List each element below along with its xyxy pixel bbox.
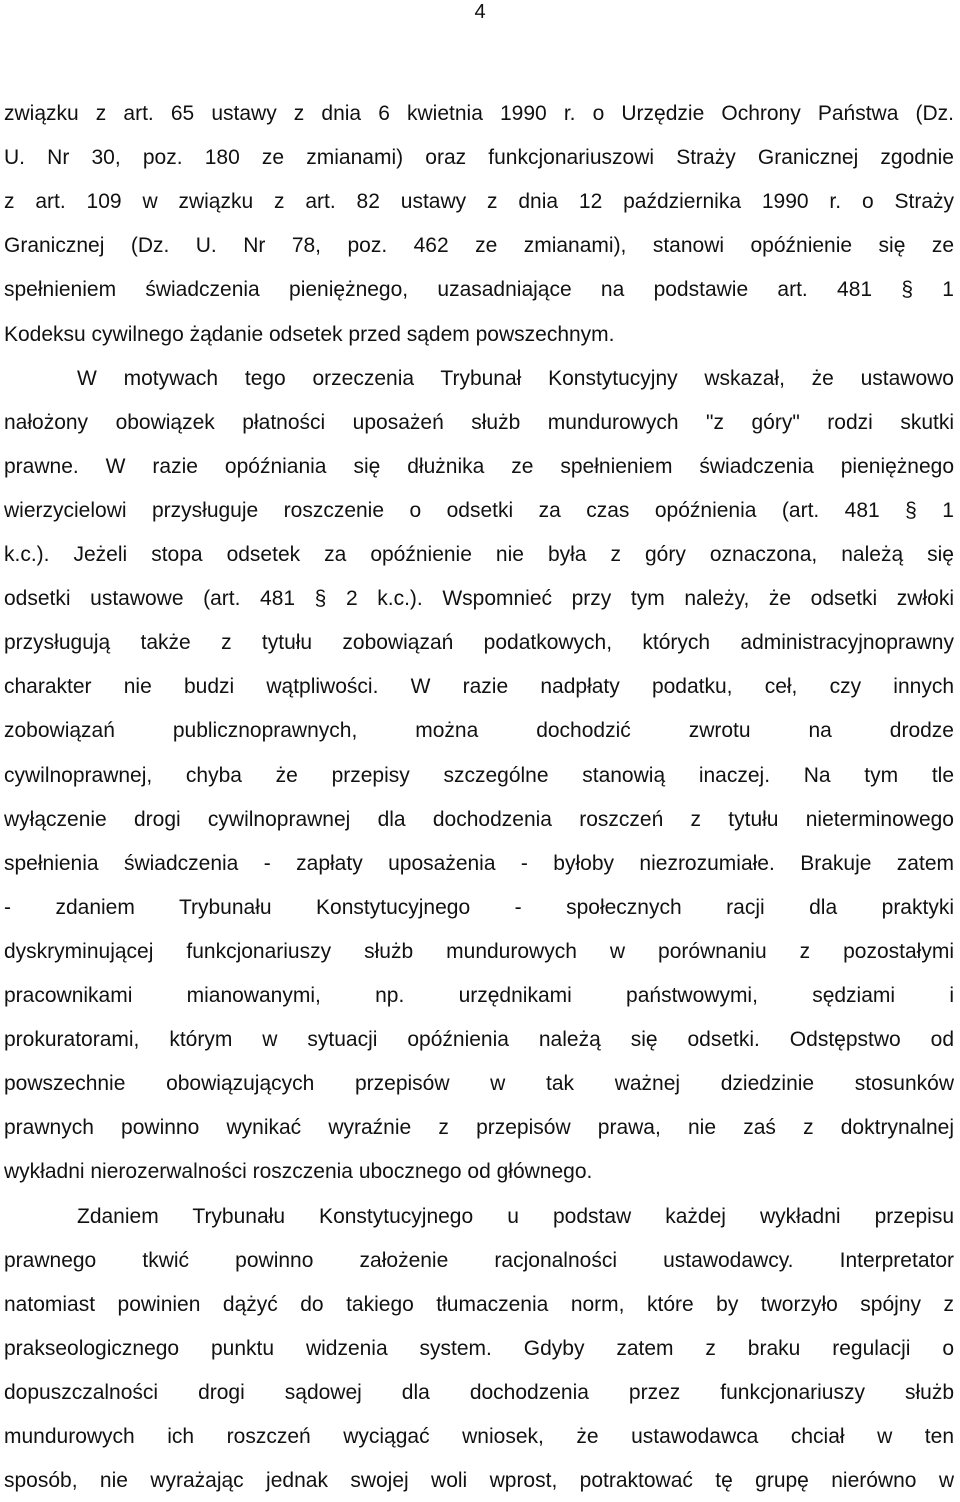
text-line: spełnieniem świadczenia pieniężnego, uzasadniające na podstawie art. 481 § 1	[4, 278, 954, 302]
text-line: prakseologicznego punktu widzenia system. Gdyby zatem z braku regulacji o	[4, 1336, 954, 1360]
text-line: mundurowych ich roszczeń wyciągać wniosek, że ustawodawca chciał w ten	[4, 1425, 954, 1448]
text-line: dopuszczalności drogi sądowej dla dochodzenia przez funkcjonariuszy służb	[4, 1380, 954, 1404]
text-line: z art. 109 w związku z art. 82 ustawy z dnia 12 października 1990 r. o Straży	[4, 190, 954, 214]
text-line: spełnienia świadczenia - zapłaty uposażenia - byłoby niezrozumiałe. Brakuje zatem	[4, 851, 954, 875]
text-line: Zdaniem Trybunału Konstytucyjnego u podstaw każdej wykładni przepisu	[77, 1204, 954, 1228]
text-line: związku z art. 65 ustawy z dnia 6 kwietnia 1990 r. o Urzędzie Ochrony Państwa (Dz.	[4, 102, 954, 125]
text-line: natomiast powinien dążyć do takiego tłumaczenia norm, które by tworzyło spójny z	[4, 1292, 954, 1316]
text-line: dyskryminującej funkcjonariuszy służb mundurowych w porównaniu z pozostałymi	[4, 939, 954, 963]
page-number: 4	[474, 1, 486, 23]
text-line: odsetki ustawowe (art. 481 § 2 k.c.). Wspomnieć przy tym należy, że odsetki zwłoki	[4, 587, 954, 611]
text-line: prokuratorami, którym w sytuacji opóźnienia należą się odsetki. Odstępstwo od	[4, 1028, 954, 1052]
text-line: Kodeksu cywilnego żądanie odsetek przed sądem powszechnym.	[4, 322, 615, 346]
text-line: przysługują także z tytułu zobowiązań podatkowych, których administracyjnoprawny	[4, 631, 954, 655]
text-line: wierzycielowi przysługuje roszczenie o odsetki za czas opóźnienia (art. 481 § 1	[4, 498, 954, 522]
text-line: U. Nr 30, poz. 180 ze zmianami) oraz funkcjonariuszowi Straży Granicznej zgodnie	[4, 146, 954, 170]
text-line: W motywach tego orzeczenia Trybunał Konstytucyjny wskazał, że ustawowo	[77, 366, 954, 390]
text-line: k.c.). Jeżeli stopa odsetek za opóźnienie nie była z góry oznaczona, należą się	[4, 543, 954, 566]
text-line: Granicznej (Dz. U. Nr 78, poz. 462 ze zmianami), stanowi opóźnienie się ze	[4, 234, 954, 258]
text-line: prawne. W razie opóźniania się dłużnika ze spełnieniem świadczenia pieniężnego	[4, 454, 954, 478]
text-line: cywilnoprawnej, chyba że przepisy szczególne stanowią inaczej. Na tym tle	[4, 763, 954, 787]
text-line: sposób, nie wyrażając jednak swojej woli wprost, potraktować tę grupę nierówno w	[4, 1469, 954, 1493]
text-line: wyłączenie drogi cywilnoprawnej dla dochodzenia roszczeń z tytułu nieterminowego	[4, 807, 954, 831]
text-line: powszechnie obowiązujących przepisów w tak ważnej dziedzinie stosunków	[4, 1072, 954, 1096]
text-line: zobowiązań publicznoprawnych, można dochodzić zwrotu na drodze	[4, 719, 954, 743]
text-line: pracownikami mianowanymi, np. urzędnikami państwowymi, sędziami i	[4, 984, 954, 1007]
text-line: nałożony obowiązek płatności uposażeń służb mundurowych "z góry" rodzi skutki	[4, 410, 954, 434]
text-line: - zdaniem Trybunału Konstytucyjnego - społecznych racji dla praktyki	[4, 895, 954, 919]
text-line: charakter nie budzi wątpliwości. W razie nadpłaty podatku, ceł, czy innych	[4, 675, 954, 699]
text-line: wykładni nierozerwalności roszczenia ubocznego od głównego.	[4, 1160, 593, 1184]
text-line: prawnego tkwić powinno założenie racjonalności ustawodawcy. Interpretator	[4, 1248, 954, 1272]
text-line: prawnych powinno wynikać wyraźnie z przepisów prawa, nie zaś z doktrynalnej	[4, 1116, 954, 1140]
